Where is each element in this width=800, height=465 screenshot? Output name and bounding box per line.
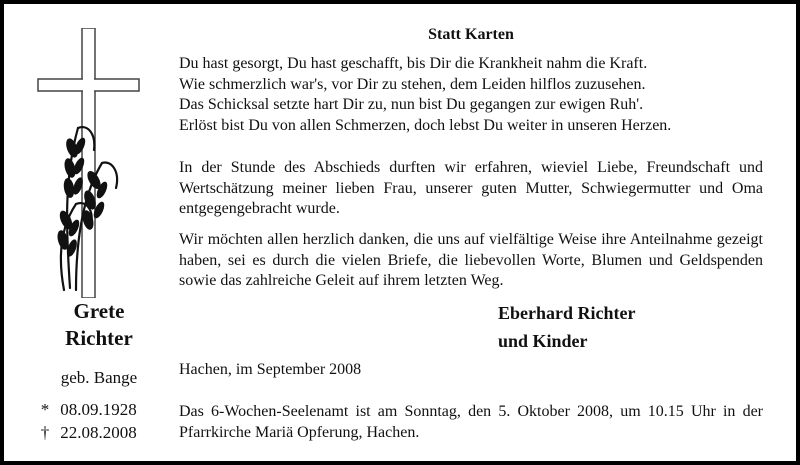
poem-line: Wie schmerzlich war's, vor Dir zu stehen, dem Leiden hilflos zuzusehen.: [179, 75, 646, 93]
poem: [179, 54, 779, 136]
maiden-name: geb. Bange: [60, 368, 138, 387]
place-date: Hachen, im September 2008: [179, 361, 362, 378]
birth-star-icon: *: [40, 400, 50, 419]
poem-line: Erlöst bist Du von allen Schmerzen, doch lebst Du weiter in unseren Herzen.: [179, 116, 672, 134]
death-date: 22.08.2008: [60, 423, 137, 442]
last-name: Richter: [65, 326, 133, 350]
left-column: [4, 4, 174, 461]
signature-family: und Kinder: [498, 331, 588, 351]
death-line: [34, 422, 174, 444]
birth-date: 08.09.1928: [60, 400, 137, 419]
poem-line: Du hast gesorgt, Du hast geschafft, bis Dir die Krankheit nahm die Kraft.: [179, 55, 648, 72]
death-cross-icon: †: [40, 423, 50, 442]
memorial-service-notice: Das 6-Wochen-Seelenamt ist am Sonntag, den 5. Oktober 2008, um 10.15 Uhr in der Pfarrkirche Mariä Opferung, Hachen.: [179, 403, 763, 441]
birth-line: [34, 399, 174, 421]
poem-line: Das Schicksal setzte hart Dir zu, nun bist Du gegangen zur ewigen Ruh'.: [179, 96, 644, 113]
signature-name: Eberhard Richter: [498, 303, 636, 323]
first-name: Grete: [73, 299, 125, 323]
cross-with-wheat-icon: [36, 28, 146, 298]
thanks-paragraph-2: Wir möchten allen herzlich danken, die uns auf vielfältige Weise ihre Anteilnahme gezeigt haben, sei es durch die vielen Briefe, die liebevollen Worte, Blumen und Geldspenden sowie das zahlreiche Geleit auf ihrem letzten Weg.: [179, 231, 763, 289]
thanks-paragraph-1: In der Stunde des Abschieds durften wir erfahren, wieviel Liebe, Freundschaft und Wertschätzung meiner lieben Frau, unserer guten Mutter, Schwiegermutter und Oma entgegengebracht wurde.: [179, 159, 763, 217]
heading: Statt Karten: [428, 26, 514, 43]
